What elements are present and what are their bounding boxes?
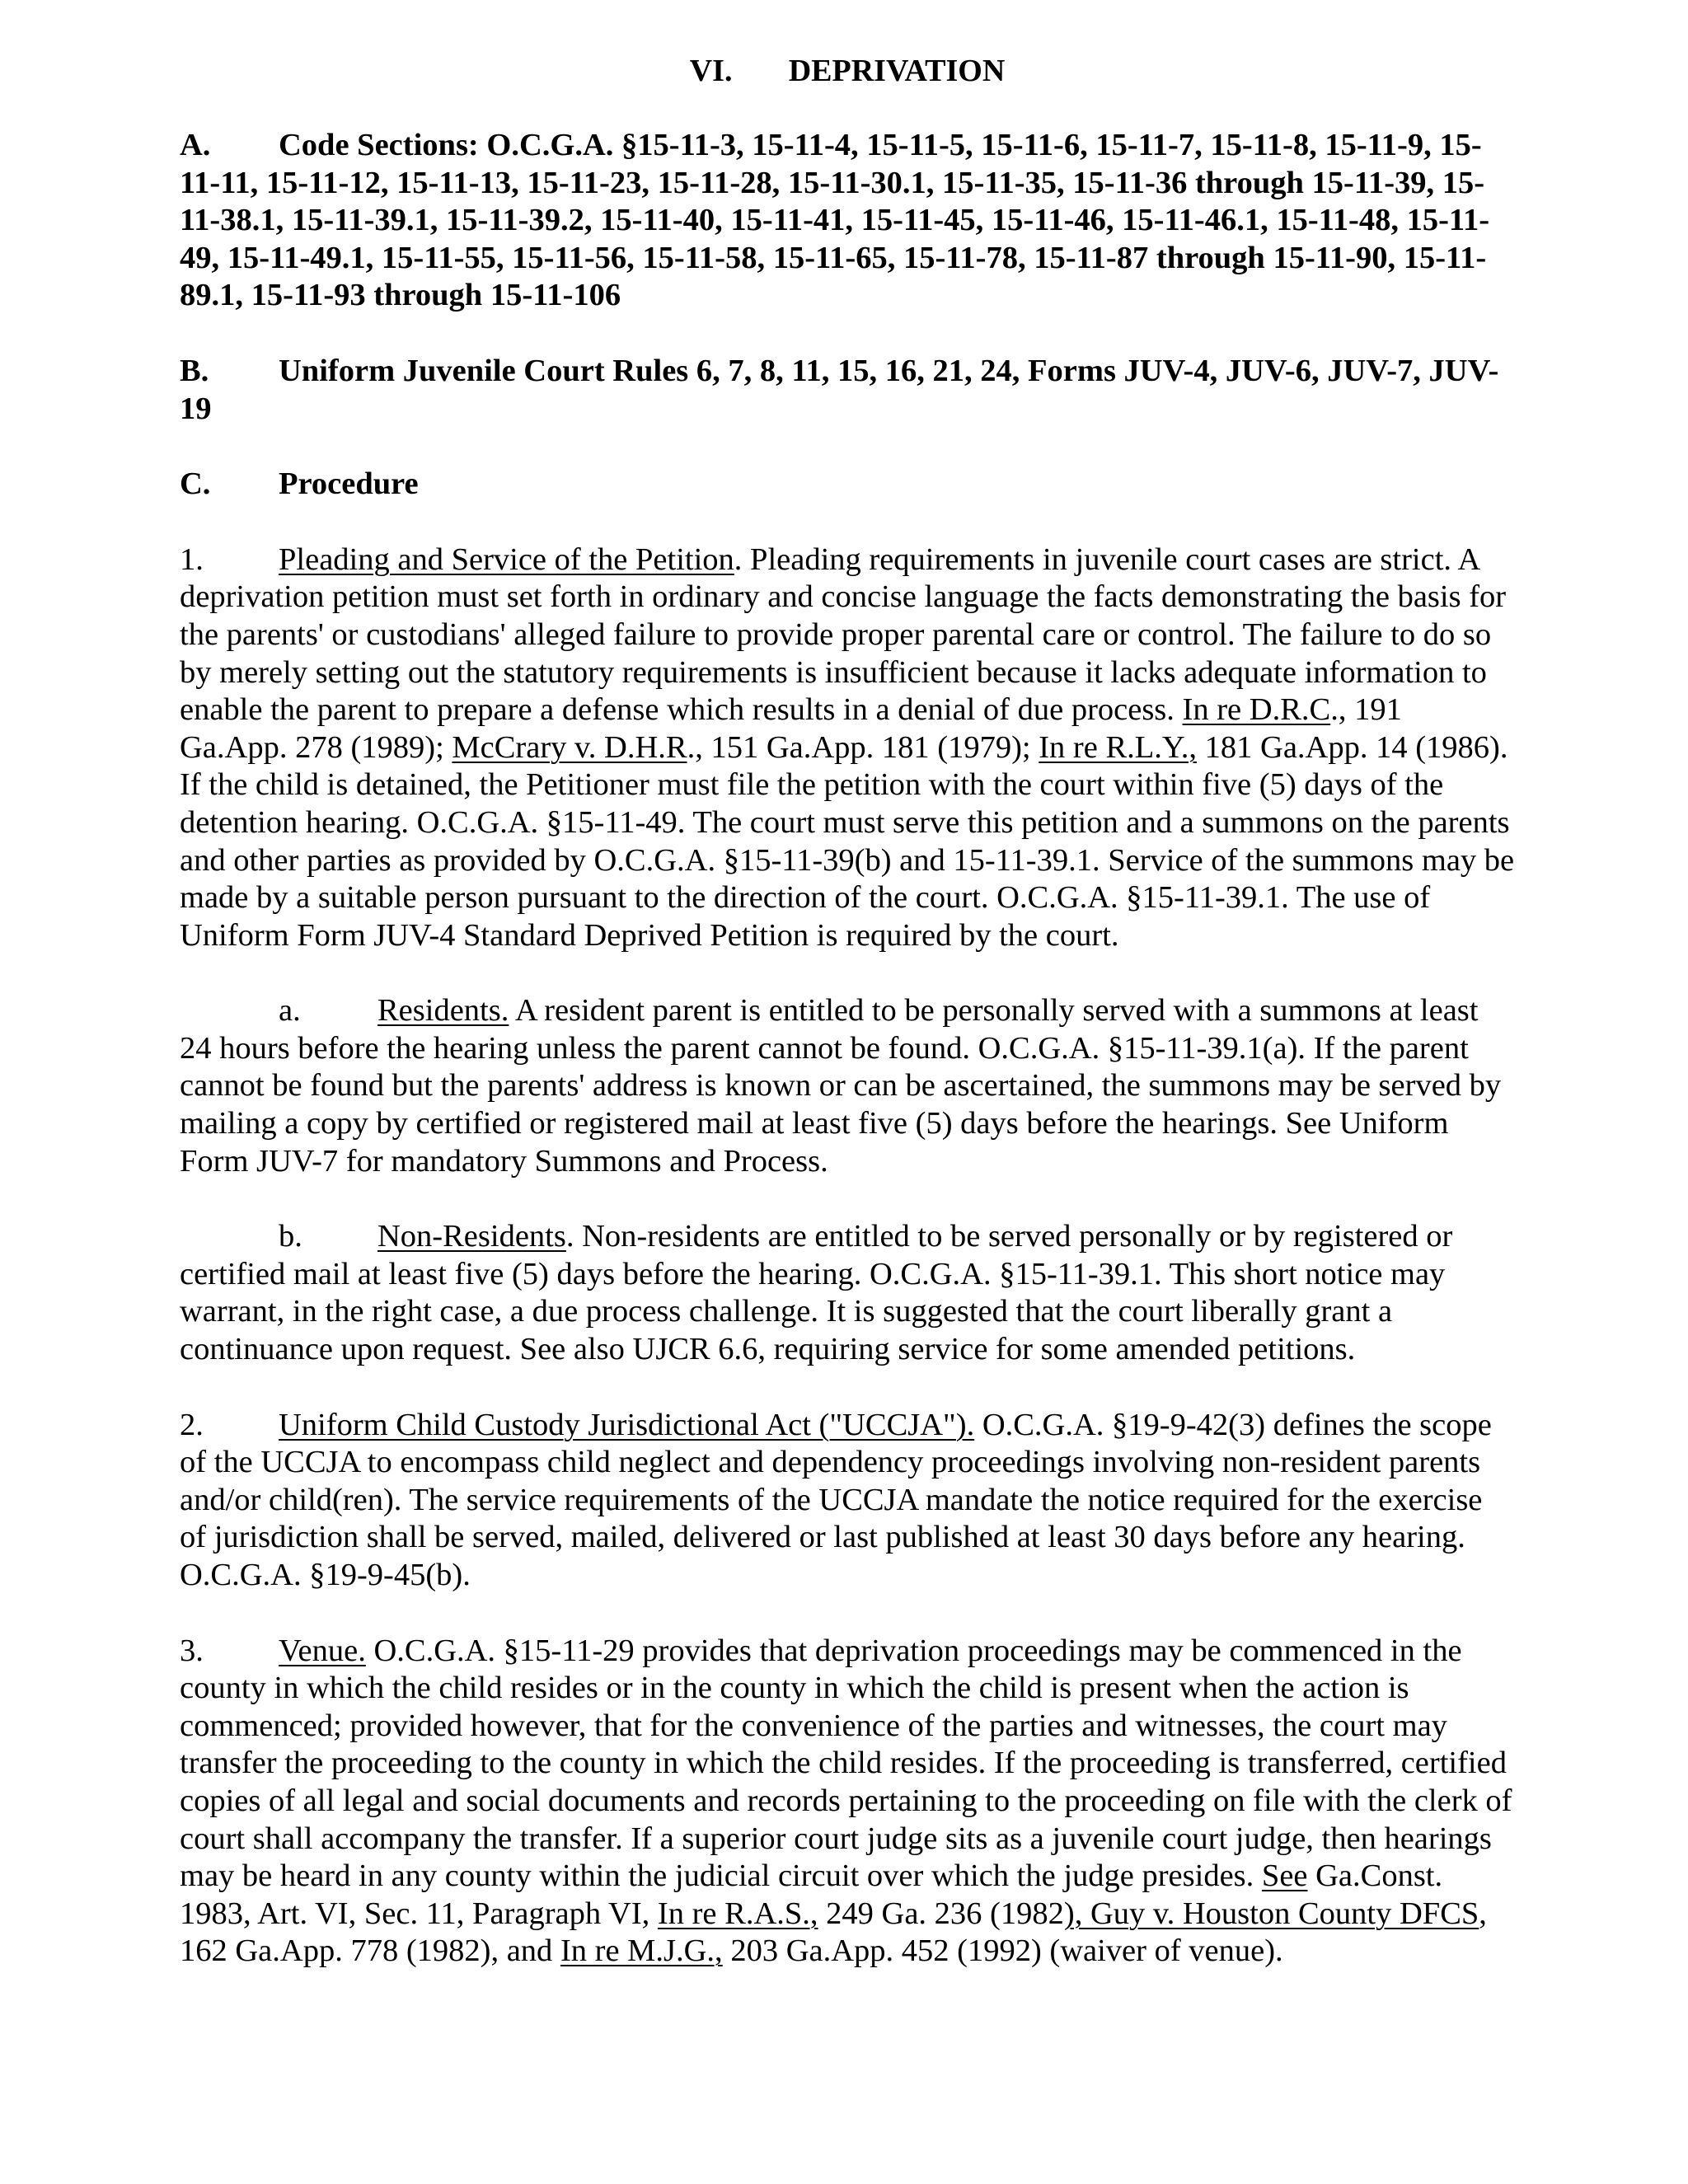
section-a-label: A. bbox=[180, 128, 211, 162]
section-a-code-sections bbox=[180, 127, 1515, 315]
paragraph-1-pleading bbox=[180, 541, 1515, 955]
case-citation-rly: In re R.L.Y., bbox=[1039, 729, 1198, 765]
item-3-text-1: O.C.G.A. §15-11-29 provides that deprivation proceedings may be commenced in the county in which the child resides or in the county in which the child is present when the action is commenced; provided however, that for the convenience of the parties and witnesses, the court may transfer the proceeding to the county in which the child resides. If the proceeding is transferred, certified copies of all legal and social documents and records pertaining to the proceeding on file with the clerk of court shall accompany the transfer. If a superior court judge sits as a juvenile court judge, then hearings may be heard in any county within the judicial circuit over which the judge presides. bbox=[180, 1633, 1512, 1894]
title-text: DEPRIVATION bbox=[788, 54, 1006, 88]
case-citation-drc: In re D.R.C bbox=[1182, 692, 1331, 728]
item-3-heading: Venue. bbox=[279, 1633, 366, 1668]
item-1-text-3: ., 151 Ga.App. 181 (1979); bbox=[687, 729, 1039, 765]
see-signal: See bbox=[1261, 1858, 1308, 1894]
paragraph-b-non-residents bbox=[180, 1218, 1515, 1368]
item-a-heading: Residents. bbox=[377, 993, 509, 1029]
item-3-text-3: 249 Ga. 236 (1982 bbox=[818, 1896, 1064, 1931]
section-a-text: Code Sections: O.C.G.A. §15-11-3, 15-11-4, 15-11-5, 15-11-6, 15-11-7, 15-11-8, 15-11-9, 15-11-11, 15-11-12, 15-11-13, 15-11-23, 15-11-28, 15-11-30.1, 15-11-35, 15-11-36 through 15-11-39, 15-11-38.1, 15-11-39.1, 15-11-39.2, 15-11-40, 15-11-41, 15-11-45, 15-11-46, 15-11-46.1, 15-11-48, 15-11-49, 15-11-49.1, 15-11-55, 15-11-56, 15-11-58, 15-11-65, 15-11-78, 15-11-87 through 15-11-90, 15-11-89.1, 15-11-93 through 15-11-106 bbox=[180, 128, 1490, 313]
paragraph-2-uccja bbox=[180, 1407, 1515, 1595]
item-1-label: 1. bbox=[180, 541, 204, 577]
page-title bbox=[180, 48, 1515, 94]
section-c-label: C. bbox=[180, 466, 211, 502]
item-2-text: O.C.G.A. §19-9-42(3) defines the scope of the UCCJA to encompass child neglect and dependency proceedings involving non-resident parents and/or child(ren). The service requirements of the UCCJA mandate the notice required for the exercise of jurisdiction shall be served, mailed, delivered or last published at least 30 days before any hearing. O.C.G.A. §19-9-45(b). bbox=[180, 1407, 1492, 1592]
item-3-label: 3. bbox=[180, 1633, 204, 1668]
section-c-text: Procedure bbox=[279, 466, 419, 502]
item-b-heading: Non-Residents bbox=[377, 1219, 566, 1254]
title-numeral: VI. bbox=[689, 54, 733, 88]
item-2-label: 2. bbox=[180, 1407, 204, 1442]
section-b-label: B. bbox=[180, 353, 209, 388]
item-1-text-4: 181 Ga.App. 14 (1986). If the child is detained, the Petitioner must file the petition with the court within five (5) days of the detention hearing. O.C.G.A. §15-11-49. The court must serve this petition and a summons on the parents and other parties as provided by O.C.G.A. §15-11-39(b) and 15-11-39.1. Service of the summons may be made by a suitable person pursuant to the direction of the court. O.C.G.A. §15-11-39.1. The use of Uniform Form JUV-4 Standard Deprived Petition is required by the court. bbox=[180, 729, 1515, 953]
section-b-rules bbox=[180, 353, 1515, 428]
item-3-text-2: Ga.Const. 1983, Art. VI, Sec. 11, Paragraph VI, bbox=[180, 1858, 1443, 1931]
case-citation-guy: ), Guy v. Houston County DFCS bbox=[1063, 1896, 1479, 1931]
item-1-heading: Pleading and Service of the Petition bbox=[279, 541, 734, 577]
paragraph-a-residents bbox=[180, 992, 1515, 1180]
item-a-text: A resident parent is entitled to be personally served with a summons at least 24 hours before the hearing unless the parent cannot be found. O.C.G.A. §15-11-39.1(a). If the parent cannot be found but the parents' address is known or can be ascertained, the summons may be served by mailing a copy by certified or registered mail at least five (5) days before the hearings. See Uniform Form JUV-7 for mandatory Summons and Process. bbox=[180, 993, 1502, 1179]
section-b-text: Uniform Juvenile Court Rules 6, 7, 8, 11, 15, 16, 21, 24, Forms JUV-4, JUV-6, JUV-7, JUV-19 bbox=[180, 353, 1499, 426]
item-1-text-2: ., 191 Ga.App. 278 (1989); bbox=[180, 692, 1402, 765]
section-c-procedure bbox=[180, 466, 1515, 504]
paragraph-3-venue bbox=[180, 1633, 1515, 1971]
item-b-label: b. bbox=[279, 1219, 302, 1254]
case-citation-ras: In re R.A.S., bbox=[657, 1896, 818, 1931]
item-1-text-1: . Pleading requirements in juvenile court cases are strict. A deprivation petition must set forth in ordinary and concise language the facts demonstrating the basis for the parents' or custodians' alleged failure to provide proper parental care or control. The failure to do so by merely setting out the statutory requirements is insufficient because it lacks adequate information to enable the parent to prepare a defense which results in a denial of due process. bbox=[180, 541, 1507, 728]
item-b-text: . Non-residents are entitled to be served personally or by registered or certified mail at least five (5) days before the hearing. O.C.G.A. §15-11-39.1. This short notice may warrant, in the right case, a due process challenge. It is suggested that the court liberally grant a continuance upon request. See also UJCR 6.6, requiring service for some amended petitions. bbox=[180, 1219, 1453, 1367]
document-page bbox=[180, 48, 1515, 2008]
item-a-label: a. bbox=[279, 993, 301, 1029]
item-3-text-5: 203 Ga.App. 452 (1992) (waiver of venue). bbox=[722, 1933, 1283, 1969]
case-citation-mjg: In re M.J.G., bbox=[560, 1933, 723, 1969]
case-citation-mccrary: McCrary v. D.H.R bbox=[452, 729, 687, 765]
item-2-heading: Uniform Child Custody Jurisdictional Act ("UCCJA"). bbox=[279, 1407, 975, 1442]
item-3-text-4: , 162 Ga.App. 778 (1982), and bbox=[180, 1896, 1487, 1969]
